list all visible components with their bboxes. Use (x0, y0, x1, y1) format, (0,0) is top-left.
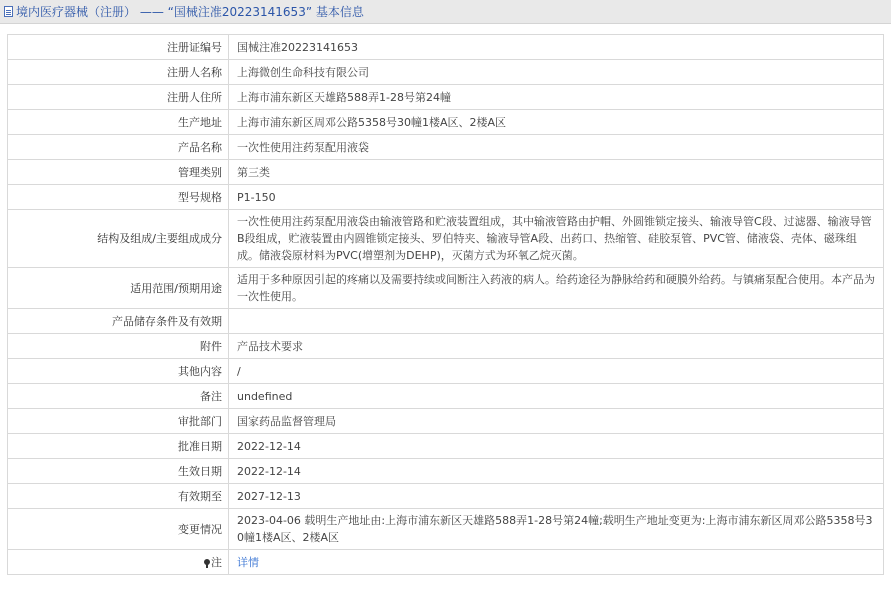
table-row (8, 85, 884, 110)
row-label: 管理类别 (8, 160, 229, 185)
row-value: 一次性使用注药泵配用液袋 (229, 135, 884, 160)
page-title: 境内医疗器械（注册） —— “国械注准20223141653” 基本信息 (16, 5, 364, 19)
row-label: 型号规格 (8, 185, 229, 210)
row-label: 审批部门 (8, 409, 229, 434)
row-value: 2023-04-06 载明生产地址由:上海市浦东新区天雄路588弄1-28号第24幢;载明生产地址变更为:上海市浦东新区周邓公路5358号30幢1楼A区、2楼A区 (229, 509, 884, 550)
row-label: 其他内容 (8, 359, 229, 384)
row-value: 一次性使用注药泵配用液袋由输液管路和贮液装置组成，其中输液管路由护帽、外圆锥锁定接头、输液导管C段、过滤器、输液导管B段组成，贮液装置由内圆锥锁定接头、罗伯特夹、输液导管A段、出药口、热缩管、硅胶泵管、PVC管、储液袋、壳体、磁珠组成。储液袋原材料为PVC(增塑剂为DEHP)，灭菌方式为环氧乙烷灭菌。 (229, 210, 884, 268)
row-value: 国家药品监督管理局 (229, 409, 884, 434)
info-table (7, 34, 884, 575)
table-row (8, 434, 884, 459)
table-row (8, 60, 884, 85)
table-row (8, 550, 884, 575)
row-label: 变更情况 (8, 509, 229, 550)
row-value: 产品技术要求 (229, 334, 884, 359)
row-label: 生效日期 (8, 459, 229, 484)
row-label: 注册人住所 (8, 85, 229, 110)
table-row (8, 459, 884, 484)
row-value: 上海市浦东新区天雄路588弄1-28号第24幢 (229, 85, 884, 110)
row-label: 适用范围/预期用途 (8, 268, 229, 309)
row-value: P1-150 (229, 185, 884, 210)
table-row (8, 110, 884, 135)
table-row (8, 484, 884, 509)
table-row (8, 210, 884, 268)
row-value: 2022-12-14 (229, 459, 884, 484)
note-label: 注 (211, 555, 222, 569)
note-value-cell (229, 550, 884, 575)
row-value (229, 309, 884, 334)
row-value: 2022-12-14 (229, 434, 884, 459)
row-label: 生产地址 (8, 110, 229, 135)
row-value: 上海微创生命科技有限公司 (229, 60, 884, 85)
table-row (8, 160, 884, 185)
table-row (8, 268, 884, 309)
details-link[interactable]: 详情 (237, 555, 259, 569)
pin-icon (204, 559, 210, 565)
row-value: undefined (229, 384, 884, 409)
row-value: 上海市浦东新区周邓公路5358号30幢1楼A区、2楼A区 (229, 110, 884, 135)
row-label: 有效期至 (8, 484, 229, 509)
table-row (8, 409, 884, 434)
row-label: 结构及组成/主要组成成分 (8, 210, 229, 268)
row-label: 注册证编号 (8, 35, 229, 60)
table-row (8, 135, 884, 160)
row-label: 备注 (8, 384, 229, 409)
table-row (8, 334, 884, 359)
table-row (8, 384, 884, 409)
row-label: 产品储存条件及有效期 (8, 309, 229, 334)
table-row (8, 359, 884, 384)
document-icon (4, 6, 13, 17)
row-value: / (229, 359, 884, 384)
table-row (8, 309, 884, 334)
page-title-bar (0, 0, 891, 24)
row-value: 第三类 (229, 160, 884, 185)
table-row (8, 35, 884, 60)
row-label: 批准日期 (8, 434, 229, 459)
note-label-cell (8, 550, 229, 575)
row-value: 适用于多种原因引起的疼痛以及需要持续或间断注入药液的病人。给药途径为静脉给药和硬膜外给药。与镇痛泵配合使用。本产品为一次性使用。 (229, 268, 884, 309)
row-label: 注册人名称 (8, 60, 229, 85)
row-label: 附件 (8, 334, 229, 359)
table-row (8, 185, 884, 210)
table-row (8, 509, 884, 550)
row-value: 2027-12-13 (229, 484, 884, 509)
row-label: 产品名称 (8, 135, 229, 160)
row-value: 国械注准20223141653 (229, 35, 884, 60)
